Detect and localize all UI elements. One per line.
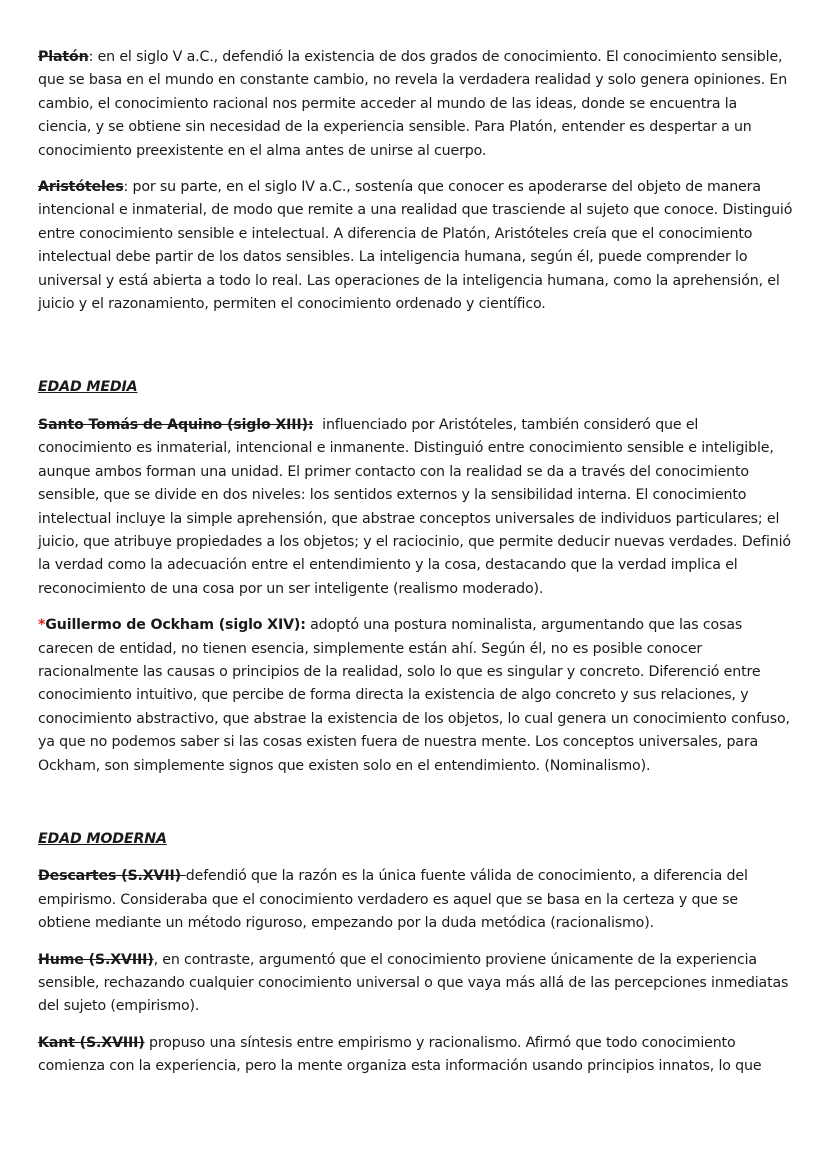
- text-platon: : en el siglo V a.C., defendió la existencia de dos grados de conocimiento. El conocimiento sensible, que se basa en el mundo en constante cambio, no revela la verdadera realidad y solo genera opiniones. En cambio, el conocimiento racional nos permite acceder al mundo de las ideas, donde se encuentra la ciencia, y se obtiene sin necesidad de la experiencia sensible. Para Platón, entender es despertar a un conocimiento preexistente en el alma antes de unirse al cuerpo.: [38, 49, 788, 159]
- text-aquino: influenciado por Aristóteles, también consideró que el conocimiento es inmaterial, intencional e inmanente. Distinguió entre conocimiento sensible e inteligible, aunque ambos forman una unidad. El primer contacto con la realidad se da a través del conocimiento sensible, que se divide en dos niveles: los sentidos externos y la sensibilidad interna. El conocimiento intelectual incluye la simple aprehensión, que abstrae conceptos universales de individuos particulares; el juicio, que atribuye propiedades a los objetos; y el raciocinio, que permite deducir nuevas verdades. Definió la verdad como la adecuación entre el entendimiento y la cosa, destacando que la verdad implica el reconocimiento de una cosa por un ser inteligente (realismo moderado).: [38, 416, 796, 597]
- document-page: [38, 46, 796, 1079]
- paragraph-descartes: [38, 865, 793, 935]
- term-ockham: Guillermo de Ockham (siglo XIV):: [45, 617, 306, 634]
- term-aquino: Santo Tomás de Aquino (siglo XIII):: [38, 416, 314, 433]
- paragraph-ockham: [38, 614, 793, 778]
- text-ockham: adoptó una postura nominalista, argumentando que las cosas carecen de entidad, no tienen esencia, simplemente están ahí. Según él, no es posible conocer racionalmente las causas o principios de la realidad, solo lo que es singular y concreto. Diferenció entre conocimiento intuitivo, que percibe de forma directa la existencia de algo concreto y sus relaciones, y conocimiento abstractivo, que abstrae la existencia de los objetos, lo cual genera un conocimiento confuso, ya que no podemos saber si las cosas existen fuera de nuestra mente. Los conceptos universales, para Ockham, son simplemente signos que existen solo en el entendimiento. (Nominalismo).: [38, 617, 790, 774]
- heading-edad-media: EDAD MEDIA: [38, 379, 138, 396]
- text-aristoteles: : por su parte, en el siglo IV a.C., sostenía que conocer es apoderarse del objeto de manera intencional e inmaterial, de modo que remite a una realidad que trasciende al sujeto que conoce. Distinguió entre conocimiento sensible e intelectual. A diferencia de Platón, Aristóteles creía que el conocimiento intelectual debe partir de los datos sensibles. La inteligencia humana, según él, puede comprender lo universal y está abierta a todo lo real. Las operaciones de la inteligencia humana, como la aprehensión, el juicio y el razonamiento, permiten el conocimiento ordenado y científico.: [38, 179, 793, 313]
- paragraph-aquino: [38, 414, 796, 601]
- paragraph-aristoteles: [38, 176, 793, 316]
- term-descartes: Descartes (S.XVII): [38, 868, 186, 885]
- heading-edad-moderna: EDAD MODERNA: [38, 830, 167, 847]
- paragraph-platon: [38, 46, 793, 163]
- paragraph-kant: [38, 1032, 793, 1079]
- term-kant: Kant (S.XVIII): [38, 1034, 145, 1051]
- asterisk-marker: *: [38, 617, 46, 634]
- term-platon: Platón: [38, 49, 89, 65]
- text-descartes: defendió que la razón es la única fuente válida de conocimiento, a diferencia del empirismo. Consideraba que el conocimiento verdadero es aquel que se basa en la certeza y que se obtiene mediante un método riguroso, empezando por la duda metódica (racionalismo).: [38, 868, 748, 932]
- term-aristoteles: Aristóteles: [38, 179, 124, 196]
- paragraph-hume: [38, 949, 793, 1019]
- term-hume: Hume (S.XVIII): [38, 951, 154, 968]
- text-hume: , en contraste, argumentó que el conocimiento proviene únicamente de la experiencia sensible, rechazando cualquier conocimiento universal o que vaya más allá de las percepciones inmediatas del sujeto (empirismo).: [38, 951, 789, 1015]
- text-kant: propuso una síntesis entre empirismo y racionalismo. Afirmó que todo conocimiento comienza con la experiencia, pero la mente organiza esta información usando principios innatos, lo que: [38, 1034, 762, 1075]
